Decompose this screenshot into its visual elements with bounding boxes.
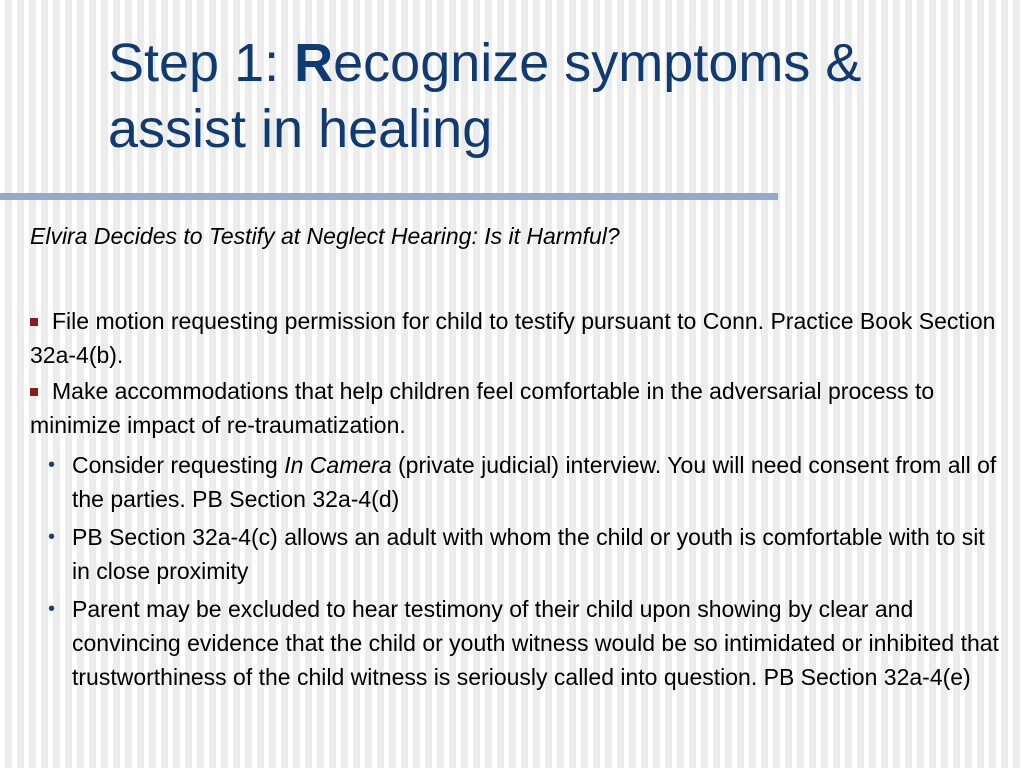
bullet-item [30,374,1005,442]
sub-bullet-text: Parent may be excluded to hear testimony of their child upon showing by clear and convincing evidence that the child or youth witness would be so intimidated or inhibited that trustworthiness of the child witness is seriously called into question. PB Section 32a-4(e) [72,596,999,690]
slide-body [30,304,1005,698]
title-rest: ecognize symptoms & [333,33,862,93]
title-line-2: assist in healing [108,99,493,159]
dot-bullet-icon: • [48,526,56,548]
title-prefix: Step 1: [108,33,295,93]
sub-bullet-text-after: (private judicial) interview. You will need consent from all of the parties. PB Section 32a-4(d) [72,452,997,512]
sub-bullet-item [30,592,1005,694]
sub-bullet-text-before: Consider requesting [72,452,285,478]
slide-subtitle: Elvira Decides to Testify at Neglect Hearing: Is it Harmful? [30,223,620,249]
sub-bullet-item [30,520,1005,588]
bullet-text: File motion requesting permission for child to testify pursuant to Conn. Practice Book Section 32a-4(b). [30,308,996,368]
sub-bullet-text: PB Section 32a-4(c) allows an adult with whom the child or youth is comfortable with to sit in close proximity [72,524,985,584]
sub-bullet-item [30,448,1005,516]
dot-bullet-icon: • [48,598,56,620]
sub-bullet-list [30,448,1005,694]
dot-bullet-icon: • [48,454,56,476]
bullet-text: Make accommodations that help children feel comfortable in the adversarial process to minimize impact of re-traumatization. [30,378,935,438]
slide-title [108,30,1008,162]
square-bullet-icon [30,318,38,326]
title-divider [0,193,778,200]
bullet-item [30,304,1005,372]
square-bullet-icon [30,388,38,396]
title-bold-letter: R [294,33,334,93]
sub-bullet-italic: In Camera [284,452,392,478]
